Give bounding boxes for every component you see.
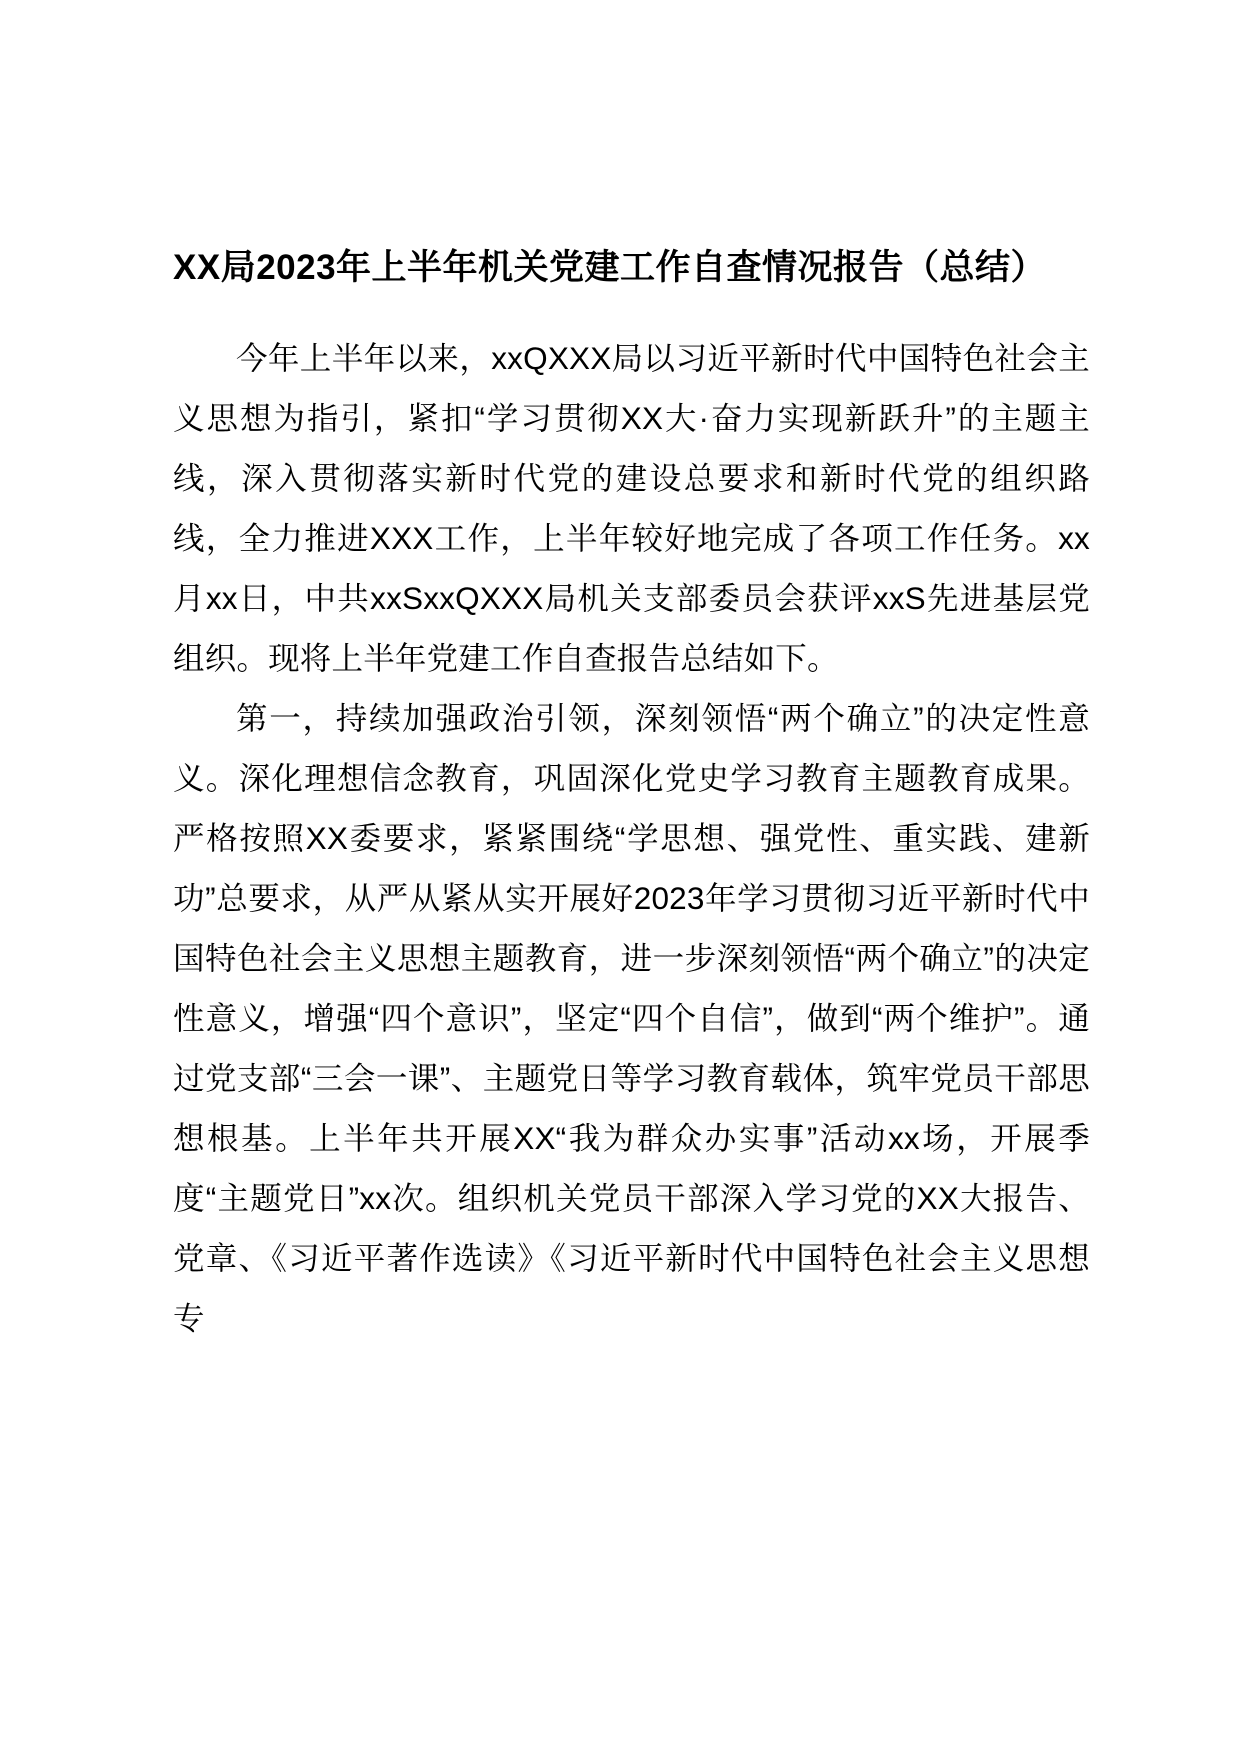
page-bottom-margin <box>0 1490 1240 1754</box>
paragraph-section-one: 第一，持续加强政治引领，深刻领悟“两个确立”的决定性意义。深化理想信念教育，巩固深化党史学习教育主题教育成果。严格按照XX委要求，紧紧围绕“学思想、强党性、重实践、建新功”总要求，从严从紧从实开展好2023年学习贯彻习近平新时代中国特色社会主义思想主题教育，进一步深刻领悟“两个确立”的决定性意义，增强“四个意识”，坚定“四个自信”，做到“两个维护”。通过党支部“三会一课”、主题党日等学习教育载体，筑牢党员干部思想根基。上半年共开展XX“我为群众办实事”活动xx场，开展季度“主题党日”xx次。组织机关党员干部深入学习党的XX大报告、党章、《习近平著作选读》《习近平新时代中国特色社会主义思想专 <box>173 699 1090 1336</box>
page-title: XX局2023年上半年机关党建工作自查情况报告（总结） <box>173 248 1047 287</box>
page-content <box>173 0 1090 1348</box>
paragraph-intro: 今年上半年以来，xxQXXX局以习近平新时代中国特色社会主义思想为指引，紧扣“学习贯彻XX大·奋力实现新跃升”的主题主线，深入贯彻落实新时代党的建设总要求和新时代党的组织路线，全力推进XXX工作，上半年较好地完成了各项工作任务。xx月xx日，中共xxSxxQXXX局机关支部委员会获评xxS先进基层党组织。现将上半年党建工作自查报告总结如下。 <box>173 339 1090 676</box>
document-body <box>173 328 1090 1348</box>
